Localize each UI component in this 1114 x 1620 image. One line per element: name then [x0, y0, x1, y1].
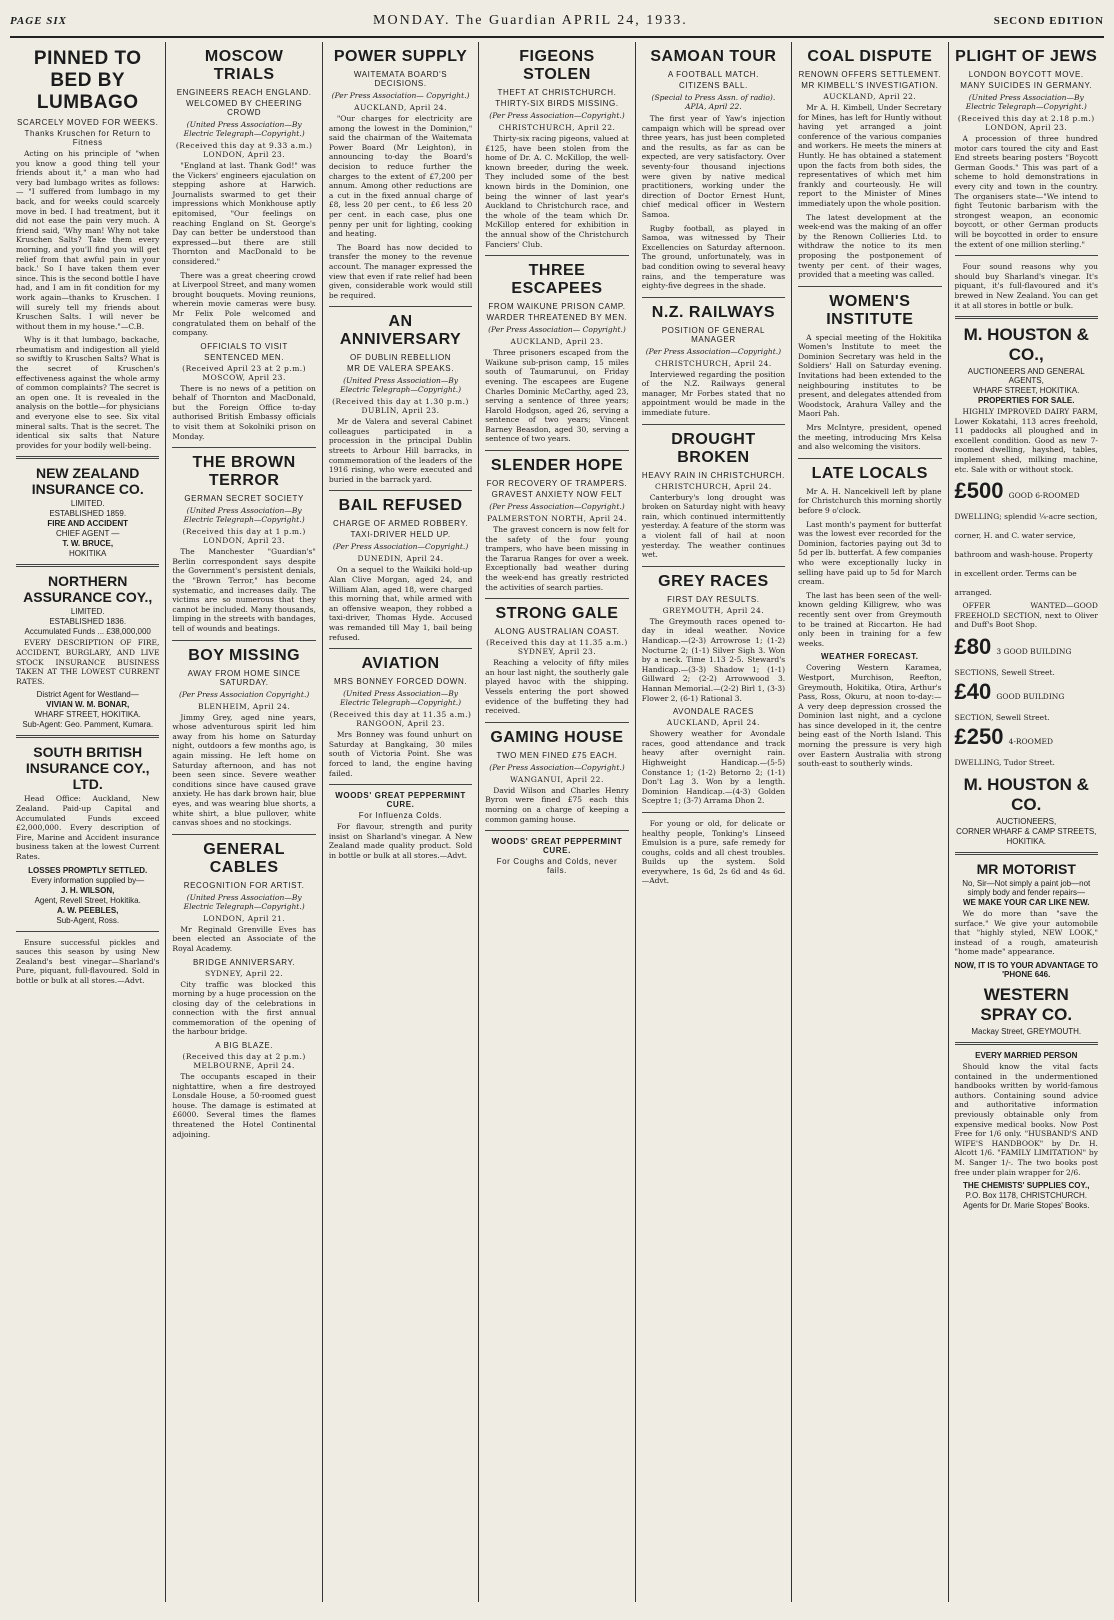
credit-line: (United Press Association—By Electric Telegraph—Copyright.)	[965, 93, 1087, 111]
subheading: MR DE VALERA SPEAKS.	[347, 364, 455, 374]
ad-line: HOKITIKA.	[1006, 837, 1047, 847]
article-text: Mrs Bonney was found unhurt on Saturday at Bangkaing, 30 miles south of Victoria Point. She was forced to land, the engine having failed.	[328, 730, 473, 778]
article-text: "Our charges for electricity are among the lowest in the Dominion," said the chairman of the Waitemata Power Board (Mr Leighton), in announcing to-day the Board's decision to reduce further the charges to the extent of £7,200 per annum. Among other reductions are a cut in the fixed annual charge of £8, less 20 per cent., to £6 less 20 per cent. in each case, plus one penny per unit for lighting, cooking and heating.	[328, 114, 473, 239]
listing-text: GOOD 6-ROOMED DWELLING; splendid ¼-acre section, corner, H. and C. water service, bathroom and wash-house. Property in excellent order. Terms can be arranged.	[954, 491, 1098, 598]
subheading: WAITEMATA BOARD'S DECISIONS.	[353, 70, 448, 88]
ad-line: WE MAKE YOUR CAR LIKE NEW.	[962, 898, 1090, 908]
ad-text: For flavour, strength and purity insist on Sharland's vinegar. A New Zealand made quality product. Sold in bottle or bulk at all stores.—Advt.	[328, 822, 473, 860]
subheading: MANY SUICIDES IN GERMANY.	[960, 81, 1093, 90]
listing	[955, 679, 1098, 724]
column-1	[10, 42, 166, 1602]
subheading: ENGINEERS REACH ENGLAND.	[176, 88, 312, 97]
listing-text: 3 GOOD BUILDING SECTIONS, Sewell Street.	[954, 647, 1072, 678]
ad-line: P.O. Box 1178, CHRISTCHURCH.	[965, 1191, 1087, 1201]
ad-text: For young or old, for delicate or healthy people, Tonking's Linseed Emulsion is a pure, safe remedy for coughs, colds and all chest troubles. Builds up the system. Sold everywhere, 1s 6d, 2s 6d and 4s 6d.—Advt.	[641, 818, 786, 886]
divider	[329, 784, 472, 785]
dateline: GREYMOUTH, April 24.	[662, 605, 765, 615]
subheading: POSITION OF GENERAL MANAGER	[661, 325, 766, 344]
ad-title: SOUTH BRITISH INSURANCE COY., LTD.	[25, 744, 150, 793]
subheading: WELCOMED BY CHEERING CROWD	[185, 99, 303, 117]
ad-text: We do more than "save the surface." We give your automobile that "highly styled, NEW LOOK," instead of a rough, amateurish "home made" appearance.	[954, 909, 1098, 957]
credit-line: (United Press Association—By Electric Telegraph—Copyright.)	[340, 376, 462, 395]
ad-title: WESTERN SPRAY CO.	[980, 985, 1073, 1024]
ad-line: CORNER WHARF & CAMP STREETS,	[956, 827, 1097, 837]
headline: PLIGHT OF JEWS	[955, 48, 1098, 65]
headline: SAMOAN TOUR	[650, 48, 777, 65]
listing-price: £250	[954, 724, 1004, 750]
divider	[798, 286, 941, 287]
article-text: David Wilson and Charles Henry Byron were fined £75 each this morning on a charge of keeping a common gaming house.	[485, 785, 629, 824]
credit-line: (Per Press Association—Copyright.)	[489, 111, 625, 120]
ad-line: THE CHEMISTS' SUPPLIES COY.,	[963, 1181, 1090, 1191]
dateline: (Received this day at 2.18 p.m.) LONDON, April 23.	[957, 114, 1095, 132]
credit-line: (United Press Association—By Electric Telegraph—Copyright.)	[340, 689, 462, 708]
divider	[485, 722, 628, 723]
headline: N.Z. RAILWAYS	[651, 303, 776, 321]
subheading: CITIZENS BALL.	[678, 81, 748, 90]
divider	[955, 316, 1098, 319]
subheading: LONDON BOYCOTT MOVE.	[968, 70, 1084, 79]
ad-line: For Coughs and Colds, never fails.	[496, 857, 618, 876]
ad-line: LOSSES PROMPTLY SETTLED.	[28, 865, 148, 875]
divider	[485, 450, 628, 451]
article-text: The Greymouth races opened to-day in ideal weather. Novice Handicap.—(2-3) Arrowrose 1; (1-2) Nocturne 2; (1-1) Silver Sigh 3. Won by a neck. Time 1.13 2-5. Steward's Handicap.—(3-3) Shadow 1; (1-1) Gillward 2; (2-2) Arrowwood 3. Hannan Memorial.—(2-2) Birl 1, (3-3) Flower 2, (6-1) Rational 3.	[641, 616, 786, 703]
ad-line: Mackay Street, GREYMOUTH.	[971, 1027, 1082, 1036]
ad-line: Accumulated Funds ... £38,000,000	[24, 627, 151, 637]
dateline: (Received this day at 1 p.m.) LONDON, April 23.	[182, 527, 306, 546]
subheading: TWO MEN FINED £75 EACH.	[496, 750, 618, 760]
dateline: (Received this day at 1.30 p.m.) DUBLIN, April 23.	[332, 397, 469, 416]
divider	[16, 456, 159, 459]
headline: GENERAL CABLES	[203, 840, 285, 876]
subheading: WARDER THREATENED BY MEN.	[486, 313, 628, 323]
article-text: Showery weather for Avondale races, good attendance and track heavy after overnight rain. Highweight Handicap.—(5-5) Constance 1; (1-2) Betorno 2; (1-1) Don't Lag 3. Won by a length. Dominion Handicap.—(4-3) Golden Sceptre 1; (3-7) Arrama Dhon 2.	[641, 729, 786, 806]
divider	[16, 735, 159, 738]
ad-line: ESTABLISHED 1836.	[49, 617, 127, 627]
ad-line: For Influenza Colds.	[358, 811, 443, 821]
ad-line: District Agent for Westland—	[36, 690, 139, 700]
ad-title: M. HOUSTON & CO.	[963, 775, 1089, 815]
ad-text: Four sound reasons why you should buy Sharland's vinegar. It's piquant, it's full-flavoured and it's brewed in New Zealand. You can get it at all stores in bottle or bulk.	[954, 262, 1098, 310]
dateline: AUCKLAND, April 22.	[823, 92, 917, 101]
subheading: THEFT AT CHRISTCHURCH.	[497, 88, 617, 97]
dateline: (Received this day at 11.35 a.m.) SYDNEY, April 23.	[486, 638, 628, 657]
dateline: (Received this day at 2 p.m.) MELBOURNE, April 24.	[182, 1052, 306, 1071]
headline: LATE LOCALS	[811, 464, 928, 482]
article-text: Interviewed regarding the position of the N.Z. Railways general manager, Mr Forbes stated that no appointment would be made in the immediate future.	[641, 369, 786, 418]
divider	[642, 424, 785, 425]
ad-title: NEW ZEALAND INSURANCE CO.	[31, 465, 144, 498]
headline: STRONG GALE	[495, 605, 619, 623]
subheading: A BIG BLAZE.	[215, 1041, 274, 1051]
dateline: SYDNEY, April 22.	[204, 968, 284, 978]
ad-line: LIMITED.	[70, 607, 105, 617]
ad-line: NOW, IT IS TO YOUR ADVANTAGE TO 'PHONE 646.	[954, 961, 1098, 979]
columns	[10, 42, 1104, 1602]
article-text: Mrs McIntyre, president, opened the meeting, introducing Mrs Kelsa and also welcoming the visitors.	[798, 423, 942, 452]
article-text: Covering Western Karamea, Westport, Murchison, Reefton, Greymouth, Hokitika, Otira, Arthur's Pass, Ross, Okuru, at noon to-day:— A very deep depression crossed the Dominion last night, and a cyclone has since developed in it, the centre being east of the North Island. This morning the pressure is very high over Eastern Australia with strong south-east to southerly winds.	[798, 663, 942, 769]
listing-price: £40	[954, 679, 992, 705]
article-text: Canterbury's long drought was broken on Saturday night with heavy rain, which continued intermittently yesterday. A feature of the storm was a violent fall of hail at noon yesterday. The weather continues wet.	[641, 492, 786, 560]
headline: BOY MISSING	[188, 646, 301, 664]
dateline: (Received April 23 at 2 p.m.) MOSCOW, April 23.	[182, 363, 307, 382]
credit-line: (United Press Association—By Electric Telegraph—Copyright.)	[183, 892, 305, 911]
subheading: WEATHER FORECAST.	[821, 652, 919, 662]
listing	[955, 478, 1098, 599]
article-text: The first year of Yaw's injection campaign which will be spread over three years, has just been completed and the results, as far as can be expected, are very satisfactory. Over seventy-four thousand injections were given by native medical practitioners, working under the direction of Doctor Ernest Hunt, chief medical officer in Western Samoa.	[641, 114, 786, 219]
edition-label: SECOND EDITION	[993, 15, 1104, 27]
dateline: BLENHEIM, April 24.	[197, 701, 291, 711]
headline: PINNED TO BED BY LUMBAGO	[33, 48, 142, 113]
ad-line: No, Sir—Not simply a paint job—not simply body and fender repairs—	[962, 879, 1091, 898]
article-text: "England at last. Thank God!" was the Vickers' engineers ejaculation on stepping ashore at Harwich. Journalists swarmed to get their impressions which Monkhouse aptly epitomised, "Our feelings on reaching England on St. George's Day can better be understood than expressed—but there are still Thornton and MacDonald to be considered."	[172, 161, 316, 266]
article-text: A special meeting of the Hokitika Women's Institute to meet the Dominion Secretary was held in the Soldiers' Hall on Saturday evening. Invitations had been extended to the neighbouring institutes to be present, and delegates attended from Woodstock, Arahura Valley and the Maori Pah.	[798, 332, 942, 419]
subheading: A FOOTBALL MATCH.	[667, 70, 759, 79]
article-text: The occupants escaped in their nightattire, when a fire destroyed Lonsdale House, a 50-roomed guest house. The damage is estimated at £6000. Several times the flames threatened the Hotel Continental adjoining.	[172, 1072, 316, 1139]
column-4	[479, 42, 635, 1602]
ad-line: HOKITIKA	[69, 549, 107, 559]
listing-text: GOOD BUILDING SECTION, Sewell Street.	[954, 692, 1065, 723]
article-text: Acting on his principle of "when you know a good thing tell your friends about it," a man who had very bad lumbago writes as follows:— "I suffered from lumbago in my back, and for weeks could scarcely move in bed. I had treatment, but it did not ease the pain very much. A friend said, 'Why man! Why not take Kruschen Salts? Take them every morning, and you'll find you will get relief from that awful pain in your back.' So I have taken them ever since. This is the second bottle I have had, and I am in fit condition for my work again—thanks to Kruschen. I will surely tell my friends about Kruschen Salts. I will never be without them in my house."—C.B.	[16, 149, 160, 331]
divider	[955, 852, 1098, 855]
divider	[485, 598, 628, 599]
ad-text: HIGHLY IMPROVED DAIRY FARM, Lower Kokatahi, 113 acres freehold, 11 paddocks all ploughed and in excellent condition. Good as new 7-roomed dwelling, hayshed, tables, implement shed, milking machine, etc. Sale with or without stock.	[954, 407, 1098, 474]
subheading: GERMAN SECRET SOCIETY	[184, 494, 304, 504]
subheading: TAXI-DRIVER HELD UP.	[350, 530, 451, 540]
subheading: ALONG AUSTRALIAN COAST.	[494, 627, 620, 637]
ad-text: Ensure successful pickles and sauces this season by using New Zealand's best vinegar—Sharland's Pure, piquant, full-flavoured. Sold in bottle or bulk at all stores.—Advt.	[16, 937, 160, 985]
subheading: MR KIMBELL'S INVESTIGATION.	[801, 81, 939, 90]
headline: THREE ESCAPEES	[511, 262, 603, 298]
divider	[642, 566, 785, 567]
ad-line: Every information supplied by—	[31, 875, 145, 885]
masthead	[10, 6, 1104, 38]
ad-text: Should know the vital facts contained in the undermentioned handbooks written by world-famous authors. Containing sound advice and authoritative information previously obtainable only from expensive medical books. Now Post Free for 1/6 only. "HUSBAND'S AND WIFE'S HANDBOOK" by Dr. H. Alcott 1/6. "FAMILY LIMITATION" by M. Sanger 1/-. The two books post free under plain wrapper for 2/6.	[954, 1062, 1098, 1177]
dateline: AUCKLAND, April 24.	[666, 718, 760, 728]
article-text: Rugby football, as played in Samoa, was witnessed by Their Excellencies on Saturday afternoon. The ground, unfortunately, was in bad condition owing to several heavy rains, and the temperature was eighty-five degrees in the shade.	[641, 223, 786, 291]
article-text: There was a great cheering crowd at Liverpool Street, and many women brought bouquets. Moving reunions, wherein movie cameras were busy. Mr Felix Pole welcomed and congratulated them on behalf of the company.	[172, 270, 316, 338]
headline: COAL DISPUTE	[807, 48, 933, 65]
subheading: GRAVEST ANXIETY NOW FELT	[491, 490, 623, 500]
dateline: AUCKLAND, April 23.	[510, 337, 604, 347]
article-text: The last has been seen of the well-known gelding Killigrew, who was recently sent over from Greymouth to be trained at Riccarton. He had only been in training for a few weeks.	[798, 590, 942, 648]
divider	[642, 297, 785, 298]
ad-text: EVERY DESCRIPTION OF FIRE, ACCIDENT, BURGLARY, AND LIVE STOCK INSURANCE BUSINESS TAKEN AT THE LOWEST CURRENT RATES.	[16, 638, 160, 686]
ad-line: LIMITED.	[70, 499, 105, 509]
subheading: MRS BONNEY FORCED DOWN.	[333, 677, 468, 687]
article-text: City traffic was blocked this morning by a huge procession on the closing day of the celebrations in connection with the first annual commemoration of the opening of the harbour bridge.	[172, 979, 316, 1037]
article-text: The Board has now decided to transfer the money to the revenue account. The manager expressed the view that even if rate relief had been given, considerable work would still be required.	[328, 242, 473, 300]
column-6	[792, 42, 948, 1602]
divider	[798, 458, 941, 459]
subheading: CHARGE OF ARMED ROBBERY.	[333, 519, 469, 529]
credit-line: (Per Press Association—Copyright.)	[332, 542, 469, 552]
ad-line: AUCTIONEERS AND GENERAL AGENTS,	[967, 367, 1085, 386]
ad-line: CHIEF AGENT —	[56, 529, 120, 539]
article-text: Mr A. H. Kimbell, Under Secretary for Mines, has left for Huntly without having yet arranged a joint conference of the various companies and workers. He meets the miners at Huntly. He has obtained a statement upon the facts from both sides, the representatives of which met him frankly and courteously. He will report to the Minister of Mines immediately upon the whole position.	[798, 103, 942, 208]
ad-line: PROPERTIES FOR SALE.	[978, 396, 1075, 406]
article-text: Mr Reginald Grenville Eves has been elected an Associate of the Royal Academy.	[172, 924, 316, 953]
divider	[329, 306, 472, 307]
credit-line: (Per Press Association—Copyright.)	[489, 502, 625, 512]
dateline: (Received this day at 11.35 a.m.) RANGOON, April 23.	[329, 710, 472, 729]
credit-line: (Special to Press Assn. of radio). APIA, April 22.	[651, 93, 776, 111]
listing	[955, 724, 1098, 769]
headline: SLENDER HOPE	[490, 457, 624, 475]
article-text: The Manchester "Guardian's" Berlin correspondent says despite the Government's persistent denials, the "Brown Terror," has become systematic, and increases daily. The victims are so numerous that they cannot be included. Many thousands, limping in the streets with bandages, tell of wounds and beatings.	[172, 547, 316, 633]
masthead-title: MONDAY. The Guardian APRIL 24, 1933.	[373, 13, 688, 28]
subheading: AVONDALE RACES	[672, 707, 754, 717]
subheading: THIRTY-SIX BIRDS MISSING.	[495, 99, 619, 108]
ad-line: J. H. WILSON,	[61, 885, 115, 895]
ad-line: AUCTIONEERS,	[996, 817, 1057, 827]
ad-title: WOODS' GREAT PEPPERMINT CURE.	[335, 791, 466, 810]
subheading: FROM WAIKUNE PRISON CAMP.	[488, 302, 626, 312]
headline: POWER SUPPLY	[333, 48, 468, 65]
page-number: PAGE SIX	[10, 15, 68, 27]
subheading: RECOGNITION FOR ARTIST.	[183, 880, 305, 890]
dateline: CHRISTCHURCH, April 24.	[655, 481, 772, 491]
divider	[955, 255, 1098, 256]
ad-line: FIRE AND ACCIDENT	[47, 519, 129, 529]
divider	[16, 931, 159, 932]
column-5	[636, 42, 792, 1602]
column-2	[166, 42, 322, 1602]
article-text: Mr A. H. Nancekivell left by plane for Christchurch this morning shortly before 9 o'clock.	[798, 486, 942, 515]
subheading: Thanks Kruschen for Return to Fitness	[24, 129, 151, 147]
ad-line: VIVIAN W. M. BONAR,	[46, 700, 130, 710]
headline: DROUGHT BROKEN	[671, 430, 756, 466]
article-text: Mr de Valera and several Cabinet colleagues participated in a procession in the principal Dublin streets to Arbour Hill barracks, in commemoration of the leaders of the 1916 rising, who were executed and buried in the barrack yard.	[328, 417, 473, 484]
headline: WOMEN'S INSTITUTE	[826, 292, 914, 328]
ad-line: Sub-Agent, Ross.	[56, 915, 120, 925]
listing	[955, 634, 1098, 679]
article-text: There is no news of a petition on behalf of Thornton and MacDonald, but the Foreign Office to-day authorised British Embassy officials to visit them at Sokolniki prison on Monday.	[172, 383, 316, 441]
subheading: FOR RECOVERY OF TRAMPERS.	[486, 479, 628, 489]
subheading: HEAVY RAIN IN CHRISTCHURCH.	[641, 470, 785, 480]
listing-text: 4-ROOMED DWELLING, Tudor Street.	[954, 737, 1055, 768]
ad-line: WHARF STREET, HOKITIKA.	[973, 386, 1080, 396]
credit-line: (United Press Association—By Electric Telegraph—Copyright.)	[183, 120, 305, 138]
dateline: LONDON, April 21.	[203, 913, 286, 923]
listing-price: £80	[954, 634, 992, 660]
divider	[955, 1042, 1098, 1045]
subheading: RENOWN OFFERS SETTLEMENT.	[798, 70, 942, 79]
divider	[172, 447, 315, 448]
ad-line: A. W. PEEBLES,	[57, 905, 119, 915]
subheading: OF DUBLIN REBELLION	[349, 353, 452, 363]
dateline: (Received this day at 9.33 a.m.) LONDON, April 23.	[175, 141, 313, 159]
ad-line: T. W. BRUCE,	[62, 539, 114, 549]
dateline: CHRISTCHURCH, April 22.	[498, 123, 616, 132]
credit-line: (Per Press Association Copyright.)	[178, 689, 310, 699]
article-text: Jimmy Grey, aged nine years, whose adventurous spirit led him away from his home on Saturday night, outdoors a few months ago, is again missing. He left home on Saturday afternoon, and has not been seen since. Severe weather conditions since have caused grave anxiety. He has dark brown hair, blue eyes, and was wearing blue shorts, a white shirt, a blue pullover, white canvas shoes and no stockings.	[172, 712, 316, 828]
dateline: PALMERSTON NORTH, April 24.	[487, 514, 627, 524]
ad-line: Agent, Revell Street, Hokitika.	[34, 895, 141, 905]
article-text: The gravest concern is now felt for the safety of the four young trampers, who have been missing in the Tararua Ranges for over a week. Exceptionally bad weather during the week-end has greatly restricted the activities of search parties.	[485, 525, 629, 592]
ad-text: Head Office: Auckland, New Zealand. Paid-up Capital and Accumulated Funds exceed £2,000,000. Every description of Fire, Marine and Accident insurance business taken at the lowest Current Rates.	[16, 794, 160, 861]
dateline: DUNEDIN, April 24.	[357, 554, 444, 564]
listing-price: £500	[954, 478, 1004, 504]
subheading: SENTENCED MEN.	[204, 352, 285, 362]
dateline: WANGANUI, April 22.	[510, 774, 604, 784]
divider	[329, 648, 472, 649]
headline: MOSCOW TRIALS	[204, 48, 284, 83]
article-text: On a sequel to the Waikiki hold-up Alan Clive Morgan, aged 24, and William Alan, aged 18, were charged this morning that, while armed with an offensive weapon, they robbed a taxi-driver, Thomas Hyde. Accused was remanded till May 1, bail being refused.	[328, 565, 473, 642]
subheading: AWAY FROM HOME SINCE SATURDAY.	[187, 668, 301, 687]
divider	[485, 830, 628, 831]
credit-line: (Per Press Association— Copyright.)	[331, 91, 470, 100]
dateline: AUCKLAND, April 24.	[354, 103, 448, 112]
article-text: A procession of three hundred motor cars toured the city and East End streets bearing posters "Boycott German Goods." This was part of a scheme to hold demonstrations in every city and town in the country. The organisers state—"We intend to fight Teutonic barbarism with the strongest weapon, an economic boycott, or other German products will be boycotted in order to ensure the extent of one million sterling."	[954, 134, 1098, 249]
ad-title: NORTHERN ASSURANCE COY.,	[23, 573, 153, 606]
credit-line: (United Press Association—By Electric Telegraph—Copyright.)	[183, 506, 305, 525]
subheading: SCARCELY MOVED FOR WEEKS.	[17, 118, 159, 127]
headline: AVIATION	[361, 655, 440, 673]
column-3	[323, 42, 479, 1602]
newspaper-page	[10, 6, 1104, 1606]
subheading: OFFICIALS TO VISIT	[200, 341, 288, 351]
article-text: Three prisoners escaped from the Waikune sub-prison camp, 15 miles south of Taumarunui, on Friday evening. The escapees are Eugene Charles Dominic McCarthy, aged 23, serving a sentence of three years; Harold Hodgson, aged 26, serving a sentence of two years; Vincent Barney Beasdon, aged 30, serving a sentence of two years.	[485, 348, 629, 444]
divider	[642, 812, 785, 813]
divider	[172, 640, 315, 641]
headline: GAMING HOUSE	[490, 728, 624, 746]
headline: AN ANNIVERSARY	[339, 313, 462, 349]
article-text: Why is it that lumbago, backache, rheumatism and indigestion all yield so swiftly to Kruschen Salts? What is the secret of Kruschen's effectiveness against the whole army of common complaints? The secret is an open one. It is revealed in the analysis on the bottle—for physicians and everyone else to see. Six vital mineral salts. That is the secret. The identical six salts that Nature provides for your bodily well-being.	[16, 335, 160, 450]
divider	[172, 834, 315, 835]
credit-line: (Per Press Association—Copyright.)	[645, 346, 782, 356]
ad-line: ESTABLISHED 1859.	[49, 509, 127, 519]
headline: THE BROWN TERROR	[192, 454, 296, 490]
headline: FIGEONS STOLEN	[519, 48, 595, 83]
credit-line: (Per Press Association—Copyright.)	[489, 762, 625, 772]
ad-title: WOODS' GREAT PEPPERMINT CURE.	[491, 837, 623, 856]
ad-title: MR MOTORIST	[976, 861, 1076, 878]
subheading: BRIDGE ANNIVERSARY.	[193, 957, 296, 967]
article-text: Last month's payment for butterfat was the lowest ever recorded for the Dominion, factories paying out 3d to 5d per lb. butterfat. A few companies who were exceptionally lucky in selling have paid up to 5d for March cream.	[798, 519, 942, 587]
divider	[329, 490, 472, 491]
subheading: FIRST DAY RESULTS.	[667, 594, 760, 604]
ad-line: Agents for Dr. Marie Stopes' Books.	[963, 1201, 1090, 1211]
dateline: CHRISTCHURCH, April 24.	[655, 358, 772, 368]
ad-title: M. HOUSTON & CO.,	[963, 325, 1089, 365]
ad-text: OFFER WANTED—GOOD FREEHOLD SECTION, next to Oliver and Duff's Boot Shop.	[954, 601, 1098, 630]
article-text: Thirty-six racing pigeons, valued at £125, have been stolen from the home of Dr. A. C. McKillop, the well-known breeder, during the week. They included some of the best known birds in the Dominion, one being the winner of last year's Auckland to Christchurch race, and the whole of the team which Dr. McKillop entered for exhibition in the annual show of the Christchurch Fanciers' Club.	[485, 134, 629, 249]
article-text: The latest development at the week-end was the making of an offer by the Renown Collieries Ltd. to withdraw the notice to its men proposing the postponement of twenty per cent. of their wages, provided that a meeting was called.	[798, 212, 942, 280]
article-text: Reaching a velocity of fifty miles an hour last night, the southerly gale played havoc with the shipping. Vessels entering the port showed evidence of the buffeting they had received.	[485, 658, 629, 716]
ad-line: WHARF STREET, HOKITIKA.	[34, 710, 141, 720]
ad-line: EVERY MARRIED PERSON	[975, 1051, 1078, 1060]
credit-line: (Per Press Association— Copyright.)	[488, 325, 626, 335]
headline: BAIL REFUSED	[338, 497, 463, 515]
column-7	[949, 42, 1104, 1602]
ad-line: Sub-Agent: Geo. Pamment, Kumara.	[22, 720, 154, 730]
divider	[485, 255, 628, 256]
headline: GREY RACES	[658, 572, 769, 590]
divider	[16, 564, 159, 567]
